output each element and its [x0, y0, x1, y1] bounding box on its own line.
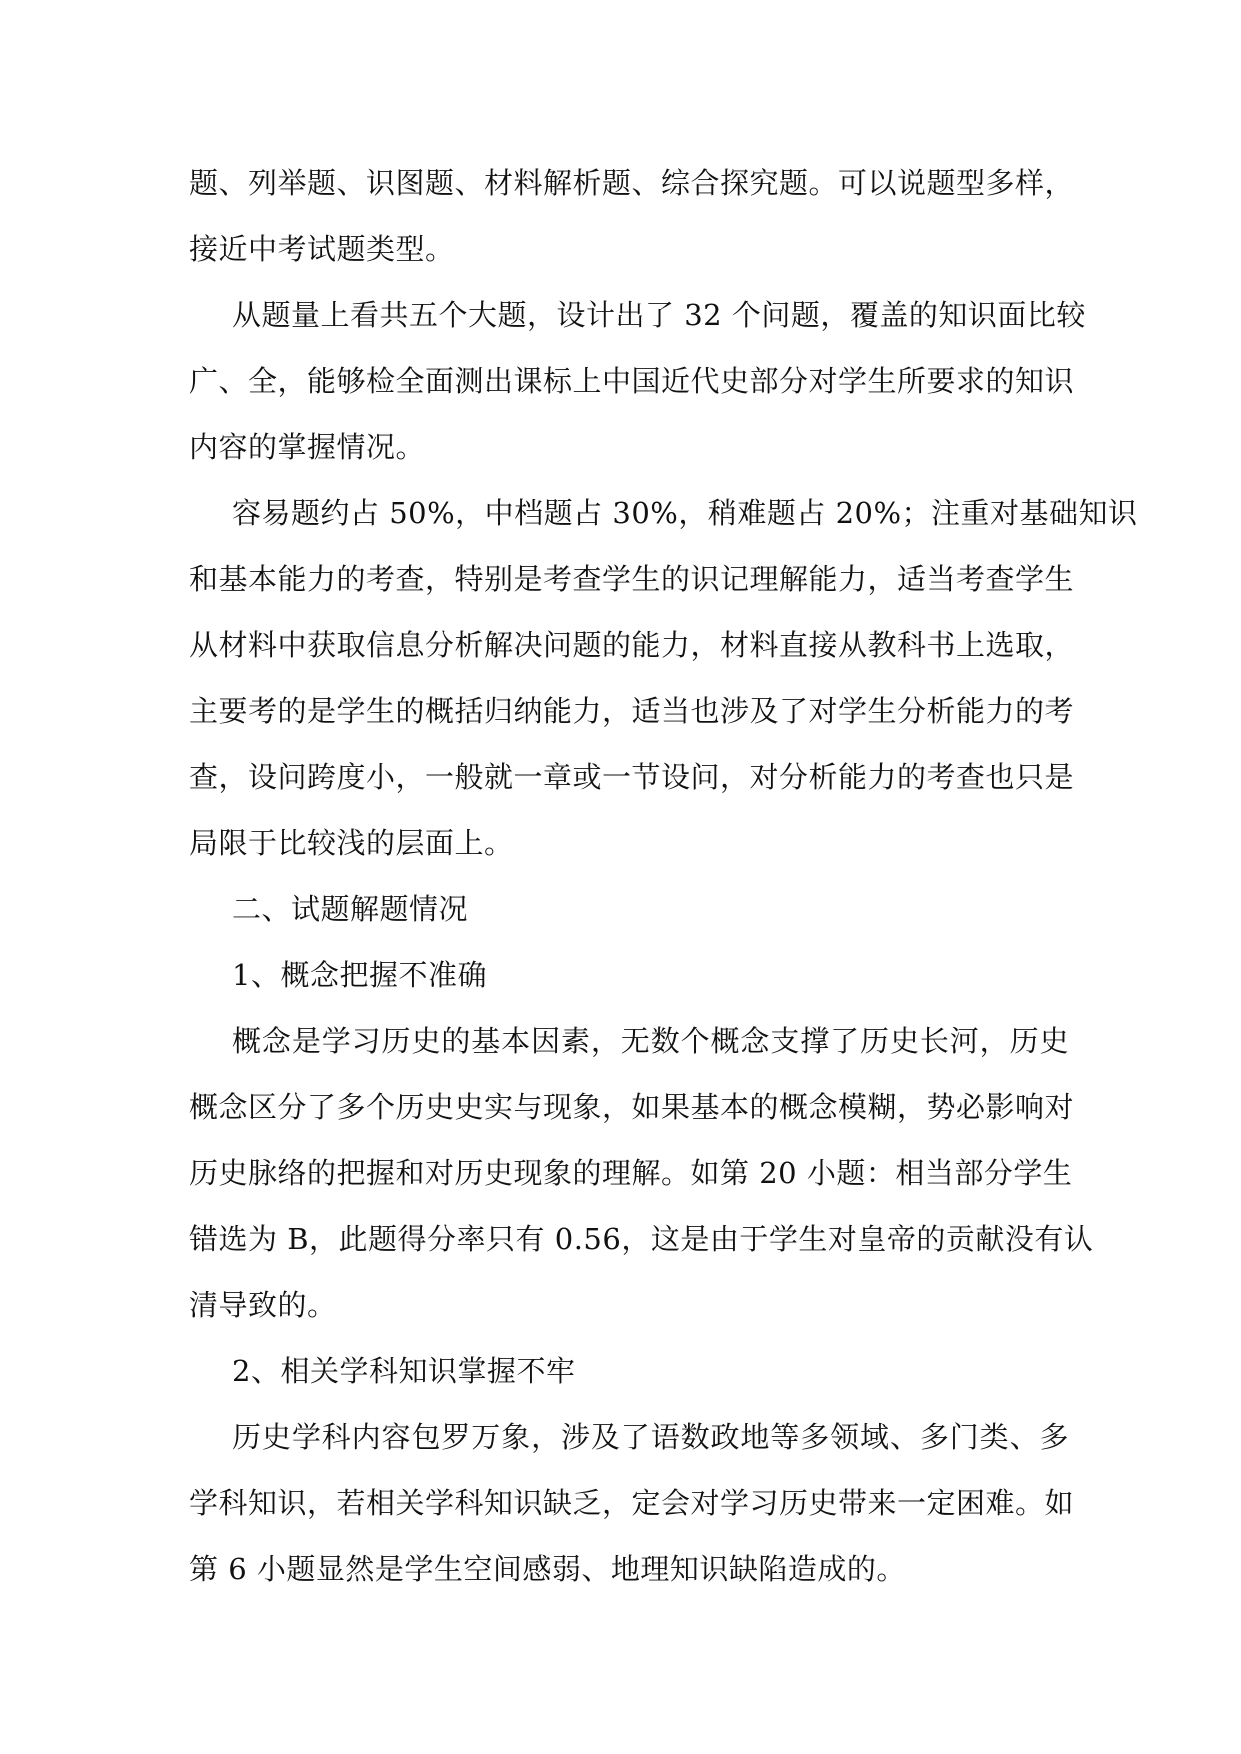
text-line: 题、列举题、识图题、材料解析题、综合探究题。可以说题型多样， [189, 166, 1075, 200]
subsection-heading: 2、相关学科知识掌握不牢 [232, 1354, 576, 1388]
text-line: 第 6 小题显然是学生空间感弱、地理知识缺陷造成的。 [189, 1552, 906, 1586]
paragraph-first-line: 概念是学习历史的基本因素，无数个概念支撑了历史长河，历史 [232, 1024, 1069, 1058]
text-line: 主要考的是学生的概括归纳能力，适当也涉及了对学生分析能力的考 [189, 694, 1075, 728]
text-line: 错选为 B，此题得分率只有 0.56，这是由于学生对皇帝的贡献没有认 [189, 1222, 1094, 1256]
text-line: 从材料中获取信息分析解决问题的能力，材料直接从教科书上选取， [189, 628, 1075, 662]
text-line: 接近中考试题类型。 [189, 232, 455, 266]
text-line: 广、全，能够检全面测出课标上中国近代史部分对学生所要求的知识 [189, 364, 1075, 398]
section-heading: 二、试题解题情况 [232, 892, 469, 926]
paragraph-first-line: 容易题约占 50%，中档题占 30%，稍难题占 20%；注重对基础知识 [232, 496, 1138, 530]
paragraph-first-line: 历史学科内容包罗万象，涉及了语数政地等多领域、多门类、多 [232, 1420, 1069, 1454]
text-line: 历史脉络的把握和对历史现象的理解。如第 20 小题：相当部分学生 [189, 1156, 1073, 1190]
subsection-heading: 1、概念把握不准确 [232, 958, 487, 992]
text-line: 局限于比较浅的层面上。 [189, 826, 514, 860]
text-line: 学科知识，若相关学科知识缺乏，定会对学习历史带来一定困难。如 [189, 1486, 1075, 1520]
text-line: 查，设问跨度小，一般就一章或一节设问，对分析能力的考查也只是 [189, 760, 1075, 794]
text-line: 和基本能力的考查，特别是考查学生的识记理解能力，适当考查学生 [189, 562, 1075, 596]
text-line: 概念区分了多个历史史实与现象，如果基本的概念模糊，势必影响对 [189, 1090, 1075, 1124]
text-line: 内容的掌握情况。 [189, 430, 426, 464]
text-line: 清导致的。 [189, 1288, 337, 1322]
paragraph-first-line: 从题量上看共五个大题，设计出了 32 个问题，覆盖的知识面比较 [232, 298, 1086, 332]
